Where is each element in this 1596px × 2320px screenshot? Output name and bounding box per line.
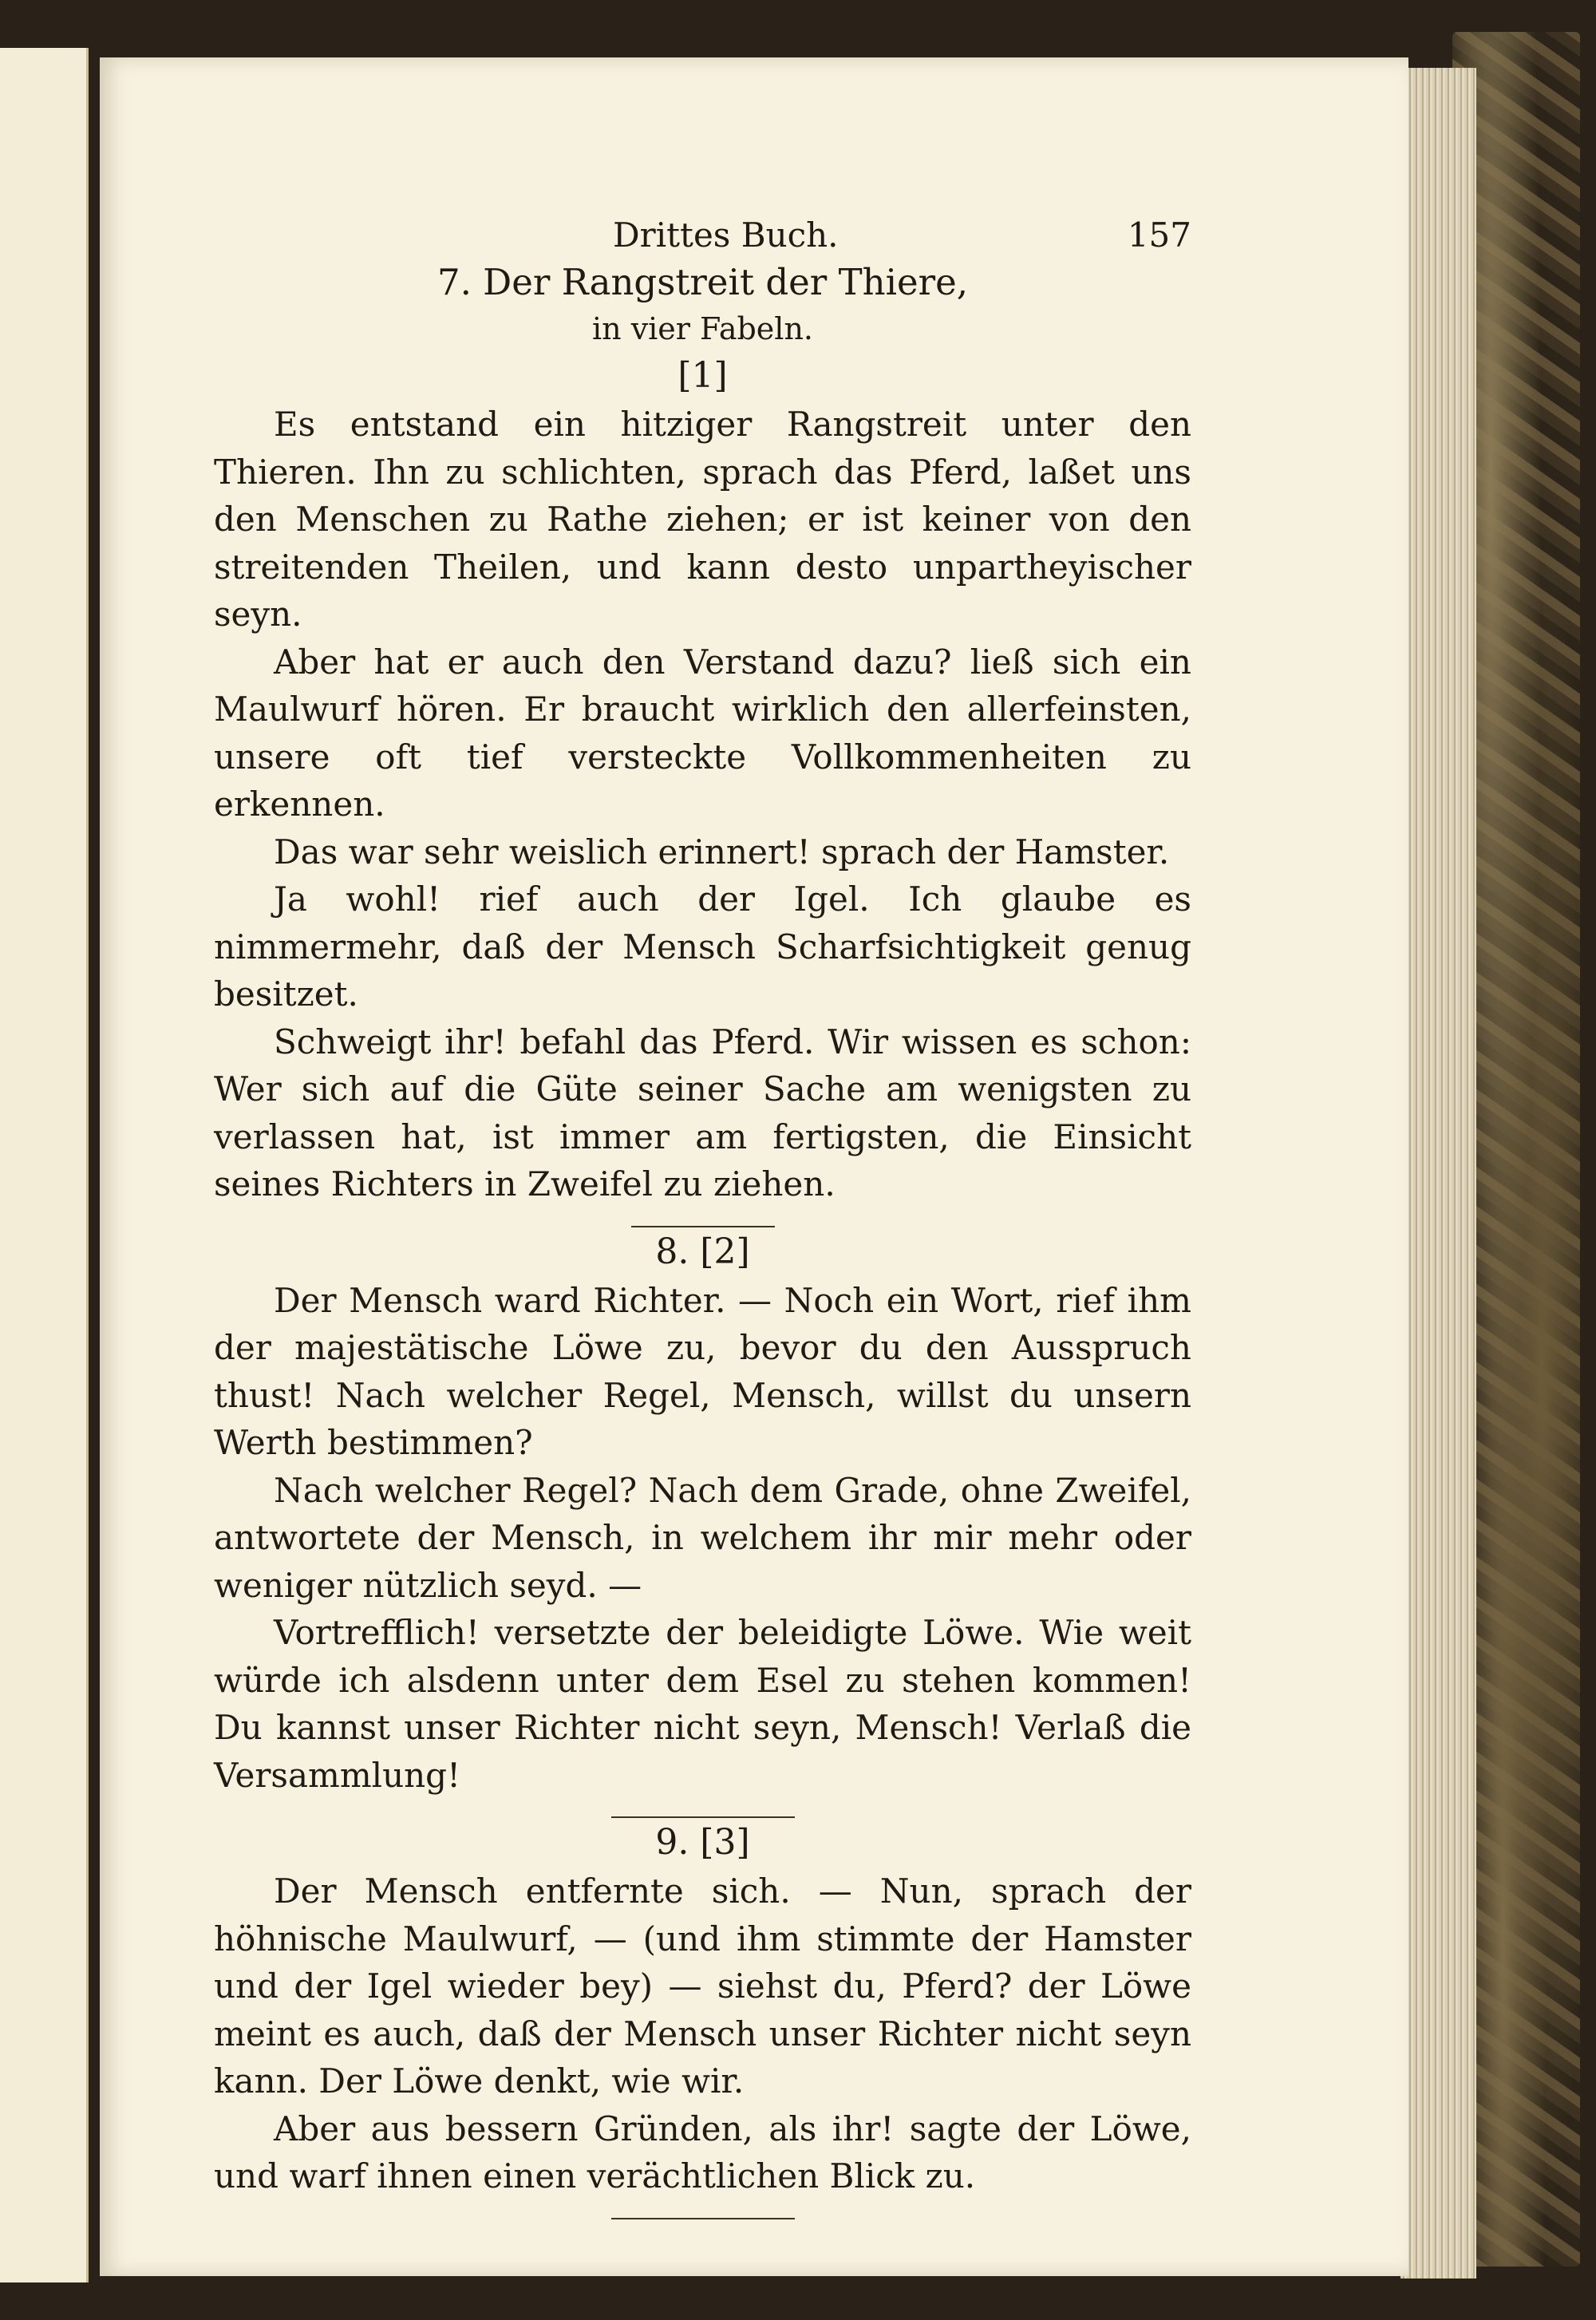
paragraph: Schweigt ihr! befahl das Pferd. Wir wissen es schon: Wer sich auf die Güte seiner Sache am wenigsten zu verlassen hat, ist immer am fertigsten, die Einsicht seines Richters in Zweifel zu ziehen.	[214, 1022, 1191, 1203]
section-marker-1: [1]	[678, 355, 728, 396]
page-text	[214, 215, 1191, 2219]
running-header	[214, 215, 1191, 263]
paragraph: Aber hat er auch den Verstand dazu? ließ sich ein Maulwurf hören. Er braucht wirklich den allerfeinsten, unsere oft tief versteckte Vollkommenheiten zu erkennen.	[214, 642, 1191, 824]
paragraph: Der Mensch ward Richter. — Noch ein Wort, rief ihm der majestätische Löwe zu, bevor du den Ausspruch thust! Nach welcher Regel, Mensch, willst du unsern Werth bestimmen?	[214, 1280, 1191, 1462]
section-marker-3: 9. [3]	[655, 1822, 750, 1863]
paragraph: Nach welcher Regel? Nach dem Grade, ohne Zweifel, antwortete der Mensch, in welchem ihr mir mehr oder weniger nützlich seyd. —	[214, 1470, 1191, 1605]
paragraph: Vortrefflich! versetzte der beleidigte Löwe. Wie weit würde ich alsdenn unter dem Esel zu stehen kommen! Du kannst unser Richter nicht seyn, Mensch! Verlaß die Versammlung!	[214, 1613, 1191, 1795]
paragraph: Der Mensch entfernte sich. — Nun, sprach der höhnische Maulwurf, — (und ihm stimmte der Hamster und der Igel wieder bey) — siehst du, Pferd? der Löwe meint es auch, daß der Mensch unser Richter nicht seyn kann. Der Löwe denkt, wie wir.	[214, 1871, 1191, 2101]
paragraph: Ja wohl! rief auch der Igel. Ich glaube es nimmermehr, daß der Mensch Scharfsichtigkeit genug besitzet.	[214, 879, 1191, 1014]
previous-page-edge	[0, 48, 89, 2282]
paragraph: Es entstand ein hitziger Rangstreit unter den Thieren. Ihn zu schlichten, sprach das Pferd, laßet uns den Menschen zu Rathe ziehen; er ist keiner von den streitenden Theilen, und kann desto unpartheyischer seyn.	[214, 405, 1191, 634]
page-number: 157	[1127, 215, 1191, 255]
page-block-edge	[1400, 68, 1476, 2279]
section-marker-2: 8. [2]	[655, 1231, 750, 1272]
section-divider	[611, 2218, 795, 2219]
fable-title: 7. Der Rangstreit der Thiere,	[437, 261, 969, 303]
fable-subtitle: in vier Fabeln.	[591, 311, 814, 346]
paragraph: Aber aus bessern Gründen, als ihr! sagte der Löwe, und warf ihnen einen verächtlichen Blick zu.	[214, 2109, 1191, 2196]
paragraph: Das war sehr weislich erinnert! sprach der Hamster.	[274, 832, 1170, 871]
running-title: Drittes Buch.	[613, 215, 839, 255]
